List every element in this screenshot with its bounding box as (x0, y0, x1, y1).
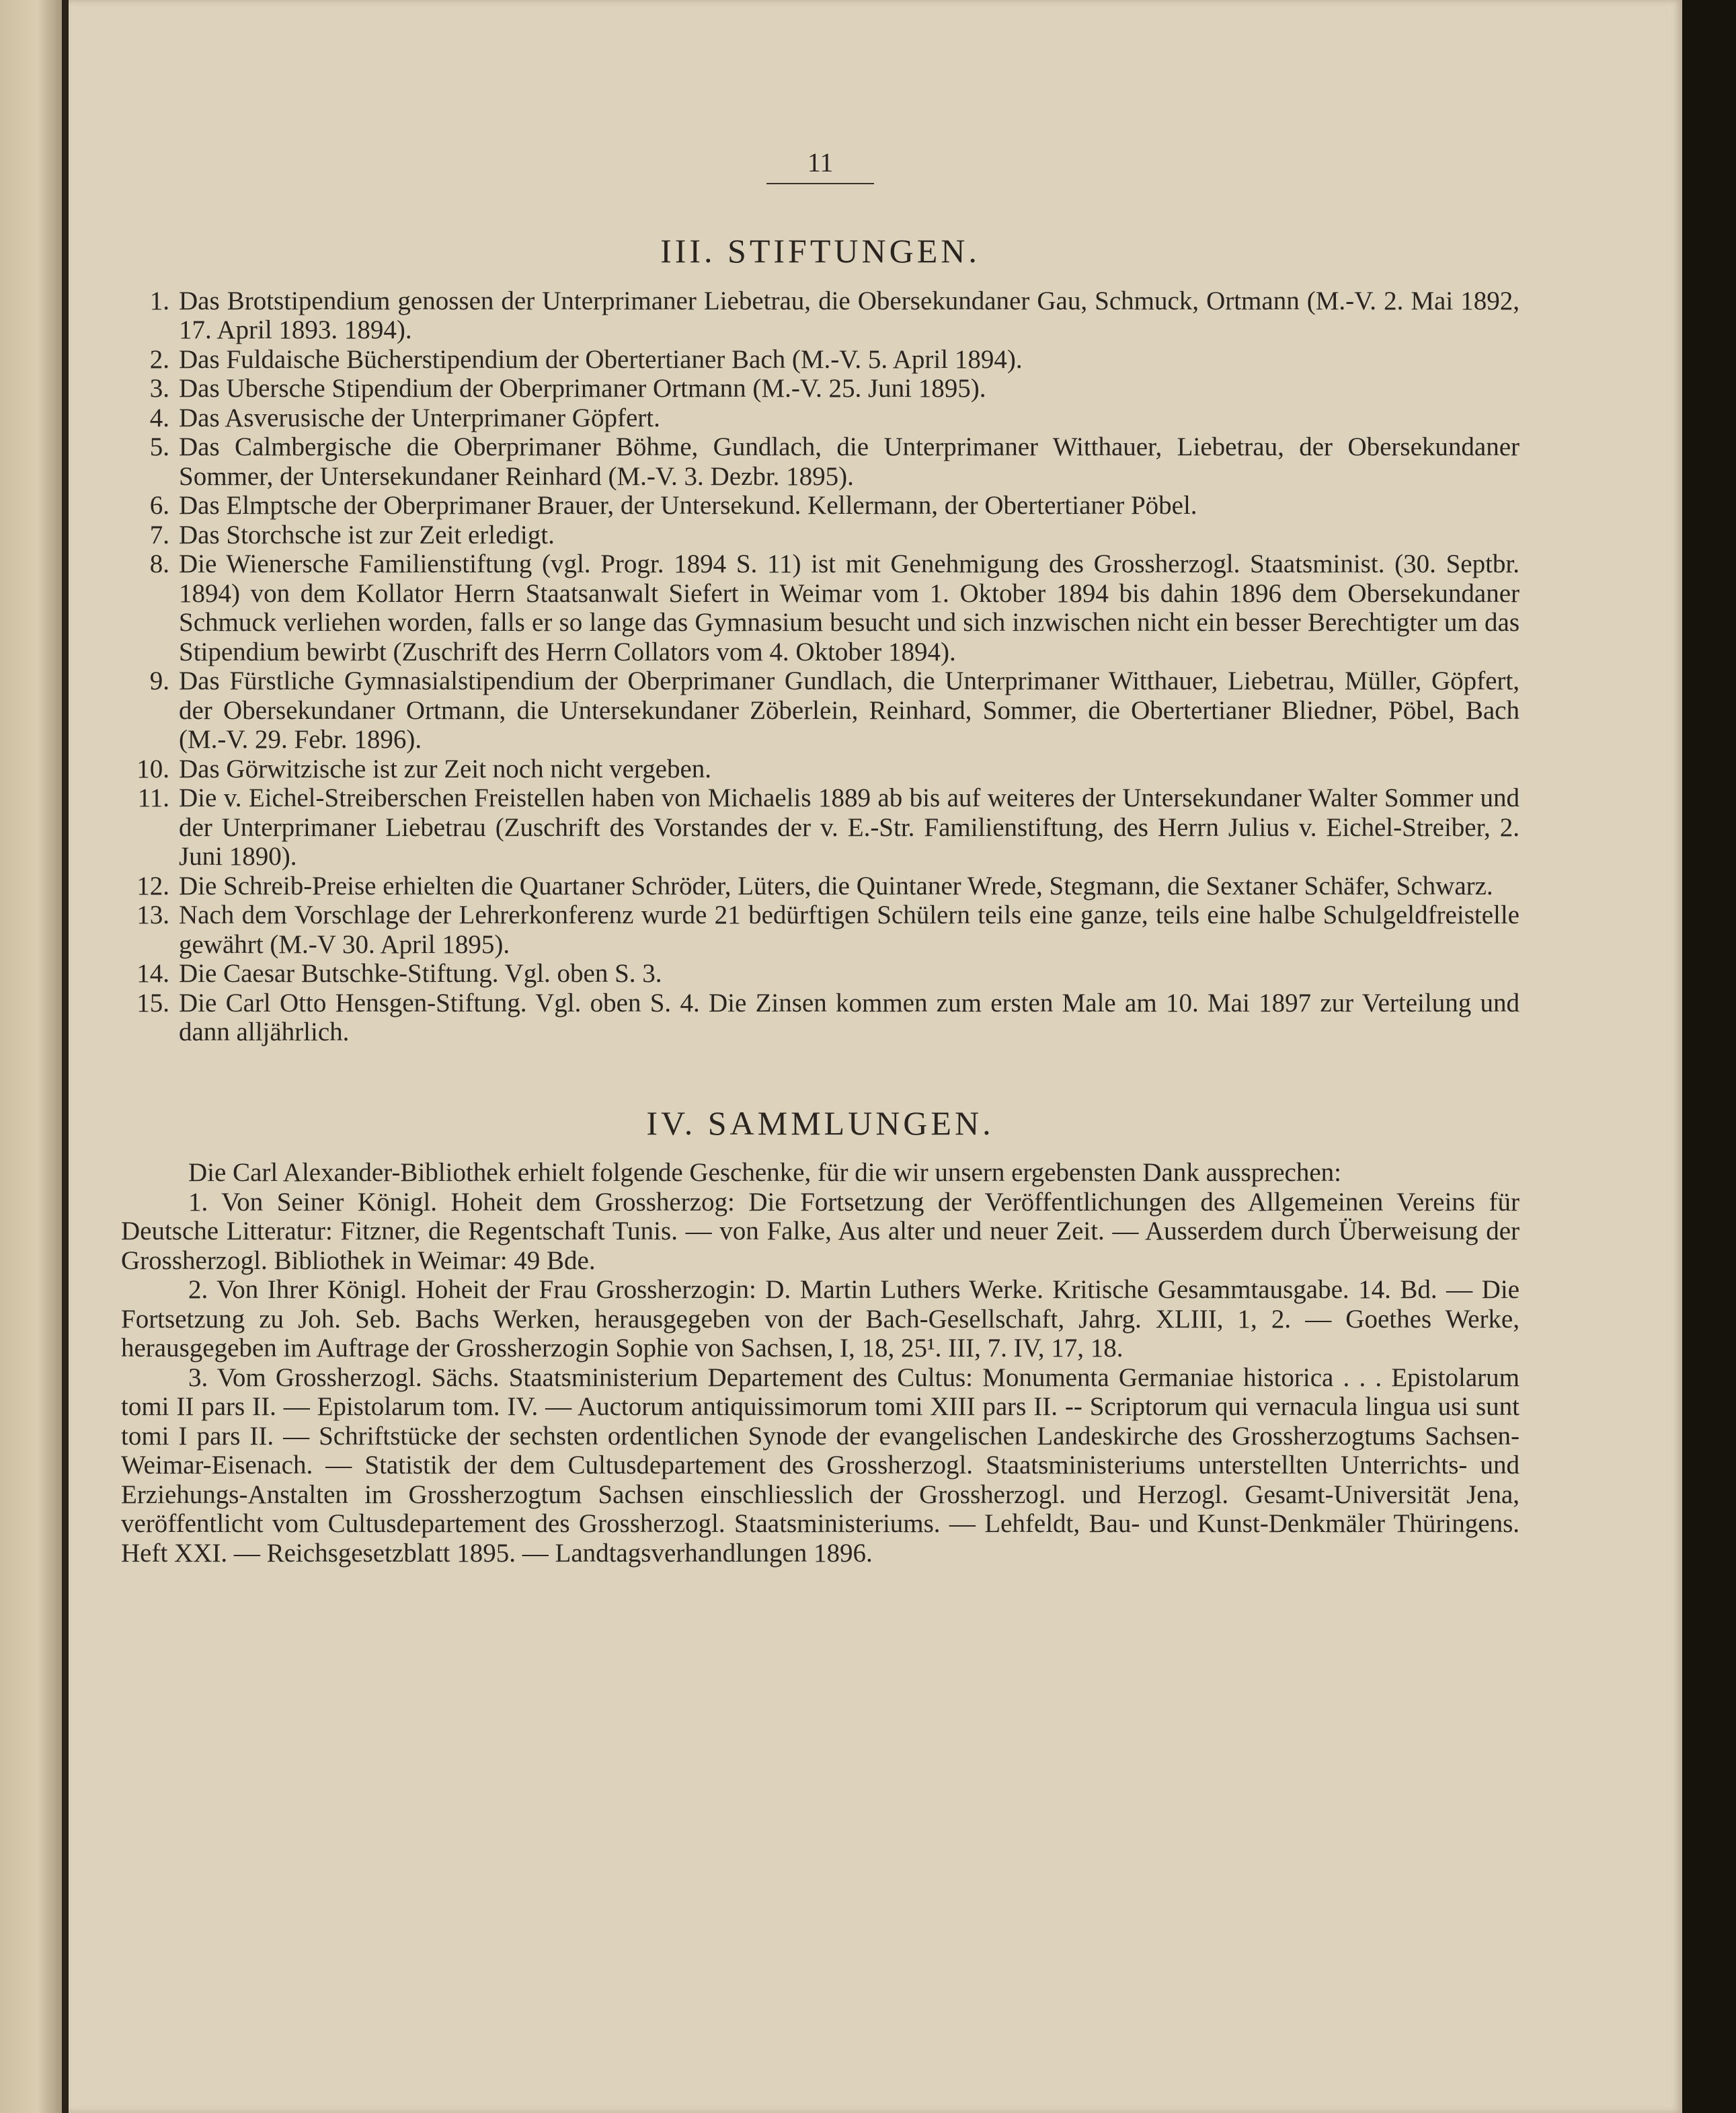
item-text: Das Asverusische der Unterprimaner Göpfert. (179, 403, 660, 432)
item-number: 4. (149, 403, 169, 432)
item-text: Die Wienersche Familienstiftung (vgl. Progr. 1894 S. 11) ist mit Genehmigung des Grossherzogl. Staatsminist. (30. Septbr. 1894) von dem Kollator Herrn Staatsanwalt Siefert in Weimar vom 1. Oktober 1894 bis dahin 1896 dem Obersekundaner Schmuck verliehen worden, falls er so lange das Gymnasium besucht und sich inzwischen nicht ein besser Berechtigter um das Stipendium bewirbt (Zuschrift des Herrn Collators vom 4. Oktober 1894). (179, 549, 1520, 666)
list-item (121, 872, 1520, 901)
item-number: 5. (149, 432, 169, 461)
item-text: Das Fuldaische Bücherstipendium der Obertertianer Bach (M.-V. 5. April 1894). (179, 344, 1023, 374)
item-text: Die v. Eichel-Streiberschen Freistellen haben von Michaelis 1889 ab bis auf weiteres der Untersekundaner Walter Sommer und der Unterprimaner Liebetrau (Zuschrift des Vorstandes der v. E.-Str. Familienstiftung, des Herrn Julius v. Eichel-Streiber, 2. Juni 1890). (179, 783, 1520, 871)
list-item (121, 374, 1520, 404)
item-text: Die Caesar Butschke-Stiftung. Vgl. oben S. 3. (179, 959, 662, 988)
item-number: 3. (149, 374, 169, 403)
item-text: Das Brotstipendium genossen der Unterprimaner Liebetrau, die Obersekundaner Gau, Schmuck, Ortmann (M.-V. 2. Mai 1892, 17. April 1893. 1894). (179, 286, 1520, 344)
item-text: Das Calmbergische die Oberprimaner Böhme, Gundlach, die Unterprimaner Witthauer, Liebetrau, der Obersekundaner Sommer, der Untersekundaner Reinhard (M.-V. 3. Dezbr. 1895). (179, 432, 1520, 491)
list-item (121, 783, 1520, 872)
right-scan-border (1682, 0, 1736, 2113)
item-number: 15. (136, 988, 169, 1017)
list-item (121, 959, 1520, 989)
page-content (121, 148, 1520, 1568)
stiftungen-list (121, 286, 1520, 1047)
item-number: 13. (136, 900, 169, 929)
page-number-rule (766, 183, 874, 184)
item-number: 2. (149, 344, 169, 374)
item-number: 10. (136, 754, 169, 783)
item-text: Das Görwitzische ist zur Zeit noch nicht vergeben. (179, 754, 712, 783)
list-item (121, 900, 1520, 959)
sammlungen-intro: Die Carl Alexander-Bibliothek erhielt folgende Geschenke, für die wir unsern ergebensten Dank aussprechen: (188, 1158, 1341, 1187)
page-number: 11 (807, 147, 834, 178)
section-heading-stiftungen: III. STIFTUNGEN. (660, 232, 980, 270)
binding-gutter (62, 0, 69, 2113)
previous-page-edge (0, 0, 62, 2113)
list-item (121, 345, 1520, 375)
item-text: Das Elmptsche der Oberprimaner Brauer, der Untersekund. Kellermann, der Obertertianer Pöbel. (179, 491, 1197, 520)
item-number: 7. (149, 520, 169, 549)
list-item (121, 755, 1520, 784)
list-item (121, 404, 1520, 433)
list-item (121, 521, 1520, 550)
item-text: Die Schreib-Preise erhielten die Quartaner Schröder, Lüters, die Quintaner Wrede, Stegmann, die Sextaner Schäfer, Schwarz. (179, 871, 1493, 900)
item-number: 6. (149, 491, 169, 520)
item-number: 12. (136, 871, 169, 900)
item-number: 9. (149, 666, 169, 695)
list-item (121, 432, 1520, 491)
sammlungen-paragraph: 3. Vom Grossherzogl. Sächs. Staatsministerium Departement des Cultus: Monumenta Germaniae historica . . . Epistolarum tomi II pars II. — Epistolarum tom. IV. — Auctorum antiquissimorum tomi XIII pars II. -- Scriptorum qui vernacula lingua usi sunt tomi I pars II. — Schriftstücke der sechsten ordentlichen Synode der evangelischen Landeskirche des Grossherzogtums Sachsen-Weimar-Eisenach. — Statistik der dem Cultusdepartement des Grossherzogl. Staatsministeriums unterstellten Unterrichts- und Erziehungs-Anstalten im Grossherzogtum Sachsen einschliesslich der Grossherzogl. und Herzogl. Gesamt-Universität Jena, veröffentlicht vom Cultusdepartement des Grossherzogl. Staatsministeriums. — Lehfeldt, Bau- und Kunst-Denkmäler Thüringens. Heft XXI. — Reichsgesetzblatt 1895. — Landtagsverhandlungen 1896. (121, 1362, 1520, 1568)
sammlungen-paragraph: 2. Von Ihrer Königl. Hoheit der Frau Grossherzogin: D. Martin Luthers Werke. Kritische Gesammtausgabe. 14. Bd. — Die Fortsetzung zu Joh. Seb. Bachs Werken, herausgegeben von der Bach-Gesellschaft, Jahrg. XLIII, 1, 2. — Goethes Werke, herausgegeben im Auftrage der Grossherzogin Sophie von Sachsen, I, 18, 25¹. III, 7. IV, 17, 18. (121, 1275, 1520, 1362)
item-number: 14. (136, 959, 169, 988)
item-text: Das Storchsche ist zur Zeit erledigt. (179, 520, 555, 549)
item-number: 8. (149, 549, 169, 578)
list-item (121, 491, 1520, 521)
item-text: Das Fürstliche Gymnasialstipendium der Oberprimaner Gundlach, die Unterprimaner Witthauer, Liebetrau, Müller, Göpfert, der Obersekundaner Ortmann, die Untersekundaner Zöberlein, Reinhard, Sommer, die Obertertianer Bliedner, Pöbel, Bach (M.-V. 29. Febr. 1896). (179, 666, 1520, 754)
item-text: Nach dem Vorschlage der Lehrerkonferenz wurde 21 bedürftigen Schülern teils eine ganze, teils eine halbe Schulgeldfreistelle gewährt (M.-V 30. April 1895). (179, 900, 1520, 959)
item-number: 11. (137, 783, 169, 812)
list-item (121, 666, 1520, 755)
item-text: Die Carl Otto Hensgen-Stiftung. Vgl. oben S. 4. Die Zinsen kommen zum ersten Male am 10. Mai 1897 zur Verteilung und dann alljährlich. (179, 988, 1520, 1046)
sammlungen-paragraph: 1. Von Seiner Königl. Hoheit dem Grossherzog: Die Fortsetzung der Veröffentlichungen des Allgemeinen Vereins für Deutsche Litteratur: Fitzner, die Regentschaft Tunis. — von Falke, Aus alter und neuer Zeit. — Ausserdem durch Überweisung der Grossherzogl. Bibliothek in Weimar: 49 Bde. (121, 1187, 1520, 1275)
list-item (121, 989, 1520, 1047)
list-item (121, 286, 1520, 345)
item-text: Das Ubersche Stipendium der Oberprimaner Ortmann (M.-V. 25. Juni 1895). (179, 374, 986, 403)
item-number: 1. (149, 286, 169, 315)
list-item (121, 549, 1520, 666)
section-heading-sammlungen: IV. SAMMLUNGEN. (646, 1104, 994, 1142)
